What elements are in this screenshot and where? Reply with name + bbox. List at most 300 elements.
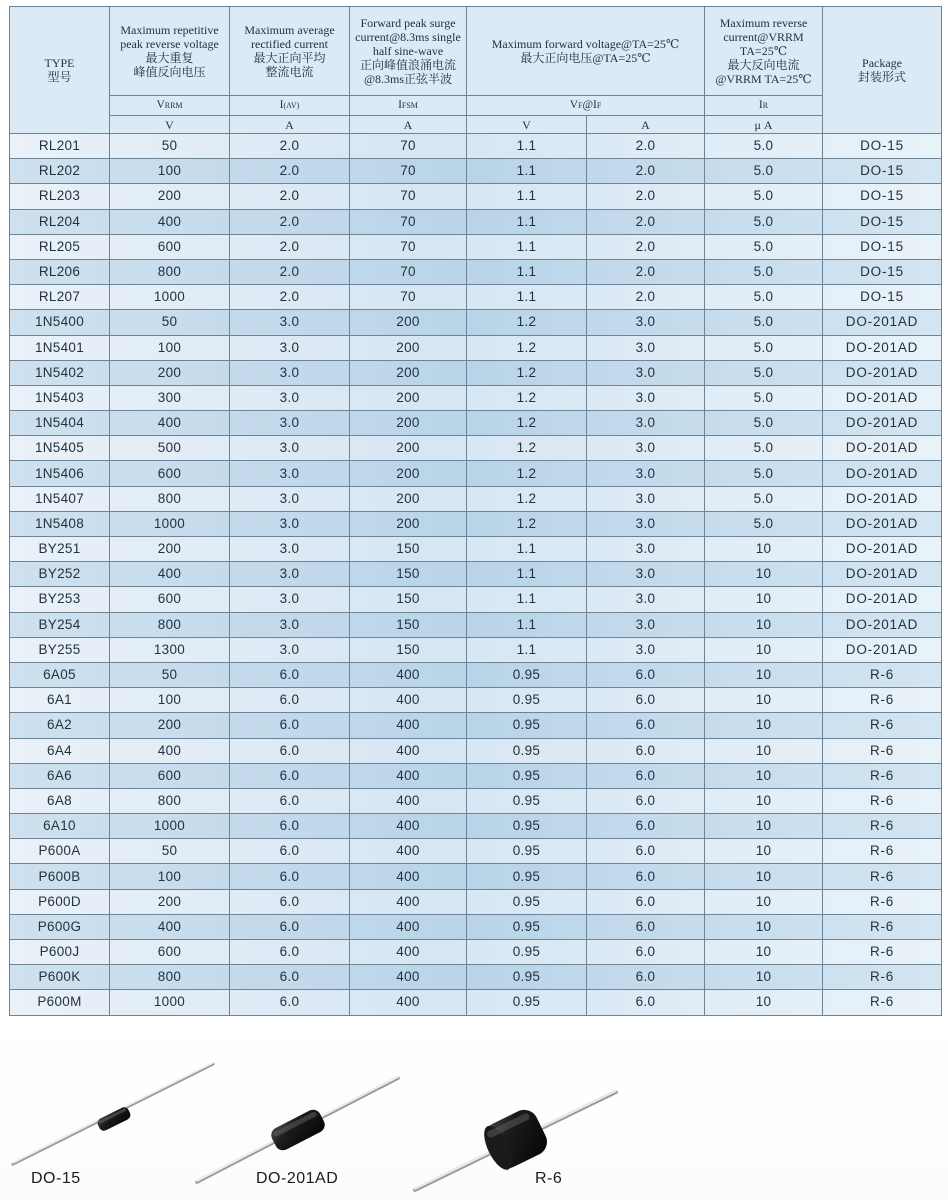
- cell-ir: 10: [705, 914, 823, 939]
- cell-if: 2.0: [587, 234, 705, 259]
- cell-if: 3.0: [587, 637, 705, 662]
- cell-vrrm: 800: [110, 259, 230, 284]
- cell-type: P600B: [10, 864, 110, 889]
- cell-ir: 5.0: [705, 259, 823, 284]
- cell-package: DO-201AD: [823, 385, 942, 410]
- cell-package: DO-201AD: [823, 587, 942, 612]
- cell-package: R-6: [823, 864, 942, 889]
- cell-vf: 1.1: [467, 587, 587, 612]
- cell-if: 2.0: [587, 285, 705, 310]
- cell-ir: 10: [705, 537, 823, 562]
- cell-vf: 1.1: [467, 209, 587, 234]
- table-row: [10, 537, 942, 562]
- cell-if: 3.0: [587, 537, 705, 562]
- cell-vf: 0.95: [467, 889, 587, 914]
- table-row: [10, 738, 942, 763]
- cell-package: R-6: [823, 965, 942, 990]
- cell-ir: 5.0: [705, 209, 823, 234]
- cell-ir: 5.0: [705, 285, 823, 310]
- cell-if: 3.0: [587, 511, 705, 536]
- cell-ifsm: 400: [350, 763, 467, 788]
- cell-type: P600G: [10, 914, 110, 939]
- cell-ir: 10: [705, 562, 823, 587]
- cell-vrrm: 1000: [110, 990, 230, 1015]
- cell-if: 3.0: [587, 612, 705, 637]
- table-row: [10, 864, 942, 889]
- cell-iav: 6.0: [230, 814, 350, 839]
- table-row: [10, 385, 942, 410]
- cell-ifsm: 200: [350, 511, 467, 536]
- table-row: [10, 310, 942, 335]
- cell-ifsm: 200: [350, 360, 467, 385]
- cell-vf: 1.2: [467, 385, 587, 410]
- cell-vf: 1.1: [467, 134, 587, 159]
- cell-package: DO-201AD: [823, 486, 942, 511]
- cell-package: DO-201AD: [823, 511, 942, 536]
- cell-vf: 1.2: [467, 461, 587, 486]
- cell-ir: 10: [705, 637, 823, 662]
- cell-vrrm: 400: [110, 738, 230, 763]
- cell-ir: 10: [705, 612, 823, 637]
- table-row: [10, 360, 942, 385]
- cell-ifsm: 150: [350, 612, 467, 637]
- cell-iav: 3.0: [230, 537, 350, 562]
- cell-iav: 3.0: [230, 411, 350, 436]
- cell-ir: 5.0: [705, 360, 823, 385]
- cell-ir: 5.0: [705, 134, 823, 159]
- cell-type: 6A8: [10, 788, 110, 813]
- cell-ifsm: 400: [350, 738, 467, 763]
- table-row: [10, 285, 942, 310]
- cell-type: 1N5402: [10, 360, 110, 385]
- cell-ifsm: 70: [350, 259, 467, 284]
- cell-ifsm: 200: [350, 411, 467, 436]
- cell-ir: 10: [705, 864, 823, 889]
- cell-ir: 5.0: [705, 310, 823, 335]
- cell-if: 3.0: [587, 335, 705, 360]
- cell-iav: 2.0: [230, 134, 350, 159]
- cell-vf: 0.95: [467, 713, 587, 738]
- cell-type: 6A4: [10, 738, 110, 763]
- cell-type: 6A1: [10, 688, 110, 713]
- cell-type: 1N5400: [10, 310, 110, 335]
- table-row: [10, 562, 942, 587]
- table-row: [10, 612, 942, 637]
- cell-ifsm: 400: [350, 662, 467, 687]
- cell-ir: 10: [705, 889, 823, 914]
- header-ir: Maximum reverse current@VRRM TA=25℃ 最大反向电流 @VRRM TA=25℃: [705, 7, 823, 96]
- spec-table-body: [10, 134, 942, 1016]
- cell-ir: 5.0: [705, 486, 823, 511]
- cell-ifsm: 400: [350, 990, 467, 1015]
- axial-diode-small-icon: [13, 1063, 213, 1164]
- table-row: [10, 889, 942, 914]
- cell-ir: 10: [705, 763, 823, 788]
- cell-vf: 1.1: [467, 637, 587, 662]
- unit-vf: V: [467, 116, 587, 134]
- cell-if: 6.0: [587, 662, 705, 687]
- cell-ifsm: 150: [350, 537, 467, 562]
- cell-iav: 3.0: [230, 385, 350, 410]
- table-row: [10, 159, 942, 184]
- table-row: [10, 990, 942, 1015]
- cell-type: BY253: [10, 587, 110, 612]
- cell-iav: 6.0: [230, 788, 350, 813]
- cell-iav: 2.0: [230, 259, 350, 284]
- cell-package: R-6: [823, 914, 942, 939]
- cell-iav: 2.0: [230, 285, 350, 310]
- package-label-r6: R-6: [535, 1170, 563, 1187]
- cell-vrrm: 600: [110, 763, 230, 788]
- unit-if: A: [587, 116, 705, 134]
- cell-package: DO-201AD: [823, 562, 942, 587]
- cell-iav: 3.0: [230, 612, 350, 637]
- cell-package: DO-15: [823, 259, 942, 284]
- cell-ir: 10: [705, 990, 823, 1015]
- cell-if: 3.0: [587, 461, 705, 486]
- cell-if: 2.0: [587, 184, 705, 209]
- cell-ifsm: 400: [350, 914, 467, 939]
- cell-vrrm: 200: [110, 889, 230, 914]
- cell-vrrm: 200: [110, 537, 230, 562]
- cell-type: RL201: [10, 134, 110, 159]
- cell-vrrm: 1000: [110, 814, 230, 839]
- table-row: [10, 436, 942, 461]
- cell-package: DO-201AD: [823, 436, 942, 461]
- cell-iav: 2.0: [230, 234, 350, 259]
- cell-iav: 3.0: [230, 335, 350, 360]
- cell-iav: 3.0: [230, 360, 350, 385]
- cell-vf: 0.95: [467, 688, 587, 713]
- table-row: [10, 209, 942, 234]
- unit-vrrm: V: [110, 116, 230, 134]
- cell-type: RL203: [10, 184, 110, 209]
- cell-vrrm: 1000: [110, 511, 230, 536]
- cell-package: DO-201AD: [823, 310, 942, 335]
- cell-ifsm: 400: [350, 788, 467, 813]
- cell-iav: 2.0: [230, 184, 350, 209]
- cell-type: BY254: [10, 612, 110, 637]
- cell-vrrm: 100: [110, 688, 230, 713]
- cell-ifsm: 200: [350, 385, 467, 410]
- symbol-iav: I(AV): [230, 96, 350, 116]
- cell-iav: 3.0: [230, 511, 350, 536]
- cell-vrrm: 800: [110, 612, 230, 637]
- cell-type: P600K: [10, 965, 110, 990]
- header-iav: Maximum average rectified current 最大正向平均 整流电流: [230, 7, 350, 96]
- cell-iav: 6.0: [230, 738, 350, 763]
- cell-ifsm: 400: [350, 839, 467, 864]
- table-row: [10, 688, 942, 713]
- cell-vrrm: 1300: [110, 637, 230, 662]
- cell-ir: 5.0: [705, 335, 823, 360]
- rectifier-spec-table: [9, 6, 942, 1016]
- cell-package: R-6: [823, 839, 942, 864]
- cell-vf: 0.95: [467, 814, 587, 839]
- cell-if: 2.0: [587, 134, 705, 159]
- cell-if: 6.0: [587, 738, 705, 763]
- cell-iav: 6.0: [230, 990, 350, 1015]
- cell-package: DO-201AD: [823, 612, 942, 637]
- table-row: [10, 335, 942, 360]
- cell-type: BY252: [10, 562, 110, 587]
- cell-ifsm: 150: [350, 637, 467, 662]
- cell-package: R-6: [823, 940, 942, 965]
- cell-package: R-6: [823, 688, 942, 713]
- cell-if: 6.0: [587, 990, 705, 1015]
- symbol-vf: VF@IF: [467, 96, 705, 116]
- cell-ifsm: 200: [350, 486, 467, 511]
- cell-type: 1N5403: [10, 385, 110, 410]
- table-row: [10, 914, 942, 939]
- cell-ir: 5.0: [705, 184, 823, 209]
- cell-vrrm: 400: [110, 411, 230, 436]
- cell-iav: 6.0: [230, 965, 350, 990]
- cell-ir: 5.0: [705, 436, 823, 461]
- cell-package: R-6: [823, 814, 942, 839]
- cell-ir: 10: [705, 965, 823, 990]
- table-row: [10, 259, 942, 284]
- symbol-ir: IR: [705, 96, 823, 116]
- table-row: [10, 713, 942, 738]
- cell-ir: 10: [705, 688, 823, 713]
- cell-ifsm: 200: [350, 461, 467, 486]
- package-label-do15: DO-15: [31, 1170, 81, 1187]
- cell-vrrm: 800: [110, 486, 230, 511]
- cell-iav: 3.0: [230, 310, 350, 335]
- cell-package: R-6: [823, 990, 942, 1015]
- cell-vrrm: 50: [110, 662, 230, 687]
- cell-ifsm: 400: [350, 889, 467, 914]
- cell-package: R-6: [823, 763, 942, 788]
- cell-ifsm: 70: [350, 285, 467, 310]
- cell-package: DO-201AD: [823, 461, 942, 486]
- cell-package: R-6: [823, 738, 942, 763]
- header-type: TYPE 型号: [10, 7, 110, 134]
- cell-ir: 10: [705, 839, 823, 864]
- cell-vf: 0.95: [467, 763, 587, 788]
- cell-package: DO-15: [823, 134, 942, 159]
- cell-package: R-6: [823, 788, 942, 813]
- cell-ifsm: 200: [350, 436, 467, 461]
- cell-ir: 10: [705, 940, 823, 965]
- cell-vrrm: 400: [110, 562, 230, 587]
- cell-vrrm: 50: [110, 134, 230, 159]
- cell-type: 6A10: [10, 814, 110, 839]
- cell-if: 3.0: [587, 486, 705, 511]
- cell-if: 6.0: [587, 688, 705, 713]
- cell-type: RL205: [10, 234, 110, 259]
- cell-if: 6.0: [587, 713, 705, 738]
- cell-vf: 1.2: [467, 511, 587, 536]
- table-row: [10, 486, 942, 511]
- cell-iav: 6.0: [230, 688, 350, 713]
- cell-type: P600A: [10, 839, 110, 864]
- table-row: [10, 940, 942, 965]
- cell-ir: 10: [705, 788, 823, 813]
- cell-ifsm: 150: [350, 562, 467, 587]
- cell-ir: 5.0: [705, 511, 823, 536]
- unit-ifsm: A: [350, 116, 467, 134]
- cell-vf: 0.95: [467, 990, 587, 1015]
- cell-ifsm: 400: [350, 965, 467, 990]
- cell-vrrm: 50: [110, 310, 230, 335]
- cell-iav: 3.0: [230, 436, 350, 461]
- cell-type: P600J: [10, 940, 110, 965]
- datasheet: [9, 6, 941, 1016]
- table-row: [10, 134, 942, 159]
- cell-type: BY251: [10, 537, 110, 562]
- cell-if: 6.0: [587, 889, 705, 914]
- cell-ir: 10: [705, 814, 823, 839]
- cell-iav: 3.0: [230, 562, 350, 587]
- table-row: [10, 637, 942, 662]
- cell-vf: 0.95: [467, 864, 587, 889]
- cell-ifsm: 200: [350, 335, 467, 360]
- cell-vf: 1.1: [467, 562, 587, 587]
- cell-iav: 3.0: [230, 587, 350, 612]
- cell-if: 2.0: [587, 159, 705, 184]
- cell-vrrm: 600: [110, 587, 230, 612]
- axial-diode-large-icon: [415, 1091, 616, 1190]
- cell-if: 3.0: [587, 360, 705, 385]
- cell-ir: 10: [705, 713, 823, 738]
- cell-type: 1N5407: [10, 486, 110, 511]
- cell-vrrm: 200: [110, 713, 230, 738]
- cell-vrrm: 500: [110, 436, 230, 461]
- table-row: [10, 461, 942, 486]
- cell-iav: 6.0: [230, 914, 350, 939]
- cell-vrrm: 600: [110, 940, 230, 965]
- cell-type: 6A6: [10, 763, 110, 788]
- cell-ir: 10: [705, 587, 823, 612]
- cell-vrrm: 200: [110, 184, 230, 209]
- cell-vf: 0.95: [467, 738, 587, 763]
- table-row: [10, 411, 942, 436]
- cell-vf: 1.1: [467, 184, 587, 209]
- cell-vf: 1.1: [467, 259, 587, 284]
- cell-package: R-6: [823, 889, 942, 914]
- cell-vf: 1.1: [467, 285, 587, 310]
- cell-vf: 0.95: [467, 788, 587, 813]
- table-row: [10, 763, 942, 788]
- cell-iav: 2.0: [230, 159, 350, 184]
- cell-if: 3.0: [587, 310, 705, 335]
- cell-vf: 0.95: [467, 662, 587, 687]
- cell-type: 6A05: [10, 662, 110, 687]
- cell-ifsm: 400: [350, 688, 467, 713]
- cell-package: R-6: [823, 713, 942, 738]
- package-drawings: [0, 1018, 948, 1200]
- cell-type: RL206: [10, 259, 110, 284]
- cell-vf: 1.2: [467, 335, 587, 360]
- cell-if: 3.0: [587, 411, 705, 436]
- cell-vf: 1.2: [467, 486, 587, 511]
- cell-vf: 1.2: [467, 360, 587, 385]
- cell-type: P600M: [10, 990, 110, 1015]
- cell-ir: 5.0: [705, 234, 823, 259]
- cell-iav: 3.0: [230, 637, 350, 662]
- cell-vrrm: 800: [110, 965, 230, 990]
- cell-package: DO-201AD: [823, 335, 942, 360]
- unit-ir: μ A: [705, 116, 823, 134]
- cell-vrrm: 600: [110, 461, 230, 486]
- cell-type: 1N5406: [10, 461, 110, 486]
- cell-iav: 6.0: [230, 763, 350, 788]
- cell-vrrm: 100: [110, 159, 230, 184]
- cell-type: 1N5405: [10, 436, 110, 461]
- cell-vrrm: 100: [110, 864, 230, 889]
- cell-ifsm: 70: [350, 234, 467, 259]
- cell-vrrm: 1000: [110, 285, 230, 310]
- table-row: [10, 965, 942, 990]
- cell-if: 6.0: [587, 763, 705, 788]
- cell-iav: 2.0: [230, 209, 350, 234]
- header-vf: Maximum forward voltage@TA=25℃ 最大正向电压@TA=25℃: [467, 7, 705, 96]
- table-row: [10, 511, 942, 536]
- cell-if: 6.0: [587, 814, 705, 839]
- cell-vf: 0.95: [467, 940, 587, 965]
- header-vrrm: Maximum repetitive peak reverse voltage 最大重复 峰值反向电压: [110, 7, 230, 96]
- cell-iav: 6.0: [230, 839, 350, 864]
- cell-if: 3.0: [587, 562, 705, 587]
- cell-vrrm: 600: [110, 234, 230, 259]
- cell-vrrm: 800: [110, 788, 230, 813]
- cell-iav: 6.0: [230, 940, 350, 965]
- cell-package: DO-201AD: [823, 537, 942, 562]
- cell-ifsm: 70: [350, 184, 467, 209]
- cell-type: RL207: [10, 285, 110, 310]
- cell-package: DO-201AD: [823, 360, 942, 385]
- cell-iav: 6.0: [230, 713, 350, 738]
- cell-vf: 0.95: [467, 914, 587, 939]
- cell-package: R-6: [823, 662, 942, 687]
- cell-ifsm: 70: [350, 209, 467, 234]
- cell-type: RL202: [10, 159, 110, 184]
- cell-ir: 10: [705, 738, 823, 763]
- cell-package: DO-201AD: [823, 411, 942, 436]
- symbol-vrrm: VRRM: [110, 96, 230, 116]
- header-ifsm: Forward peak surge current@8.3ms single half sine-wave 正向峰值浪涌电流 @8.3ms正弦半波: [350, 7, 467, 96]
- cell-package: DO-15: [823, 285, 942, 310]
- cell-if: 2.0: [587, 209, 705, 234]
- cell-vf: 1.2: [467, 411, 587, 436]
- cell-vf: 1.2: [467, 310, 587, 335]
- cell-package: DO-15: [823, 184, 942, 209]
- cell-ifsm: 400: [350, 940, 467, 965]
- package-label-do201ad: DO-201AD: [256, 1170, 339, 1187]
- table-row: [10, 814, 942, 839]
- cell-package: DO-201AD: [823, 637, 942, 662]
- cell-vf: 0.95: [467, 965, 587, 990]
- cell-ifsm: 400: [350, 864, 467, 889]
- cell-ir: 5.0: [705, 411, 823, 436]
- cell-ifsm: 400: [350, 713, 467, 738]
- cell-ifsm: 400: [350, 814, 467, 839]
- cell-if: 3.0: [587, 436, 705, 461]
- cell-if: 6.0: [587, 914, 705, 939]
- table-row: [10, 234, 942, 259]
- cell-if: 6.0: [587, 940, 705, 965]
- cell-if: 6.0: [587, 839, 705, 864]
- cell-iav: 6.0: [230, 662, 350, 687]
- cell-if: 3.0: [587, 385, 705, 410]
- table-row: [10, 662, 942, 687]
- cell-iav: 6.0: [230, 864, 350, 889]
- cell-type: 6A2: [10, 713, 110, 738]
- cell-package: DO-15: [823, 209, 942, 234]
- cell-vrrm: 400: [110, 209, 230, 234]
